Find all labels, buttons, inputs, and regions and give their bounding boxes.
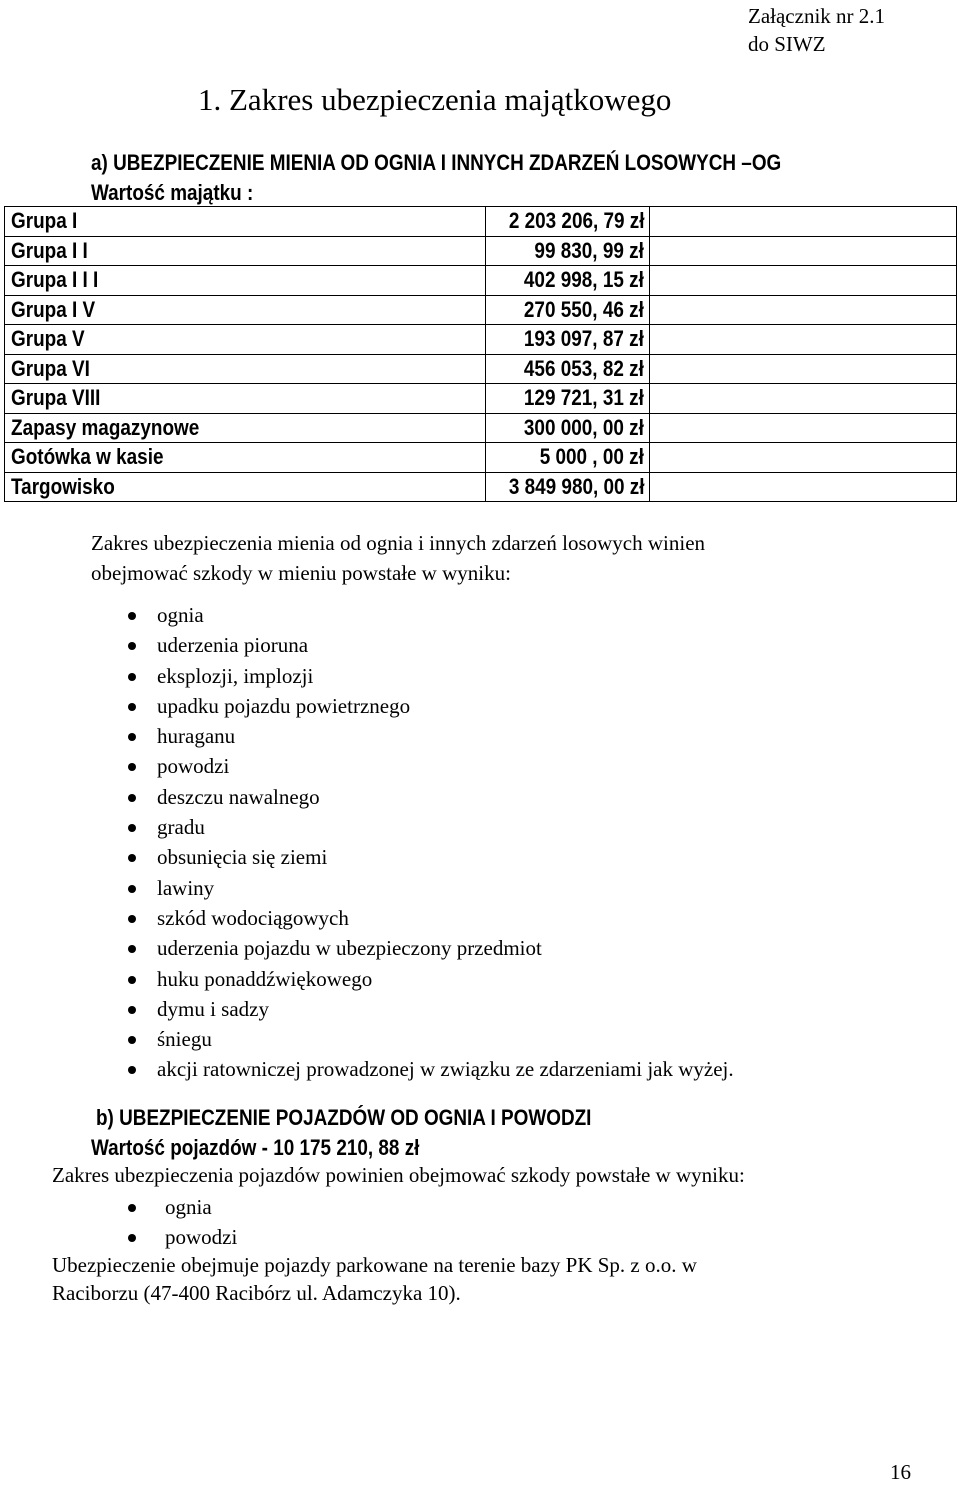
- property-value-label: Wartość majątku :: [91, 180, 254, 205]
- group-label: Gotówka w kasie: [11, 444, 164, 470]
- list-item: gradu: [128, 812, 734, 842]
- attachment-label: [748, 2, 885, 58]
- property-value-table: [4, 206, 957, 502]
- table-cell-empty: [650, 266, 957, 296]
- group-value: 129 721, 31 zł: [523, 385, 644, 411]
- page-title: 1. Zakres ubezpieczenia majątkowego: [198, 82, 672, 117]
- table-cell-label: [5, 266, 486, 296]
- group-value: 402 998, 15 zł: [523, 267, 644, 293]
- group-value: 99 830, 99 zł: [534, 237, 644, 263]
- section-a-intro-line-2: obejmować szkody w mieniu powstałe w wyniku:: [91, 561, 511, 585]
- table-row: [5, 207, 957, 237]
- list-item: lawiny: [128, 873, 734, 903]
- table-cell-label: [5, 472, 486, 502]
- table-cell-empty: [650, 472, 957, 502]
- group-label: Grupa VI: [11, 355, 90, 381]
- table-cell-label: [5, 443, 486, 473]
- section-b-intro: Zakres ubezpieczenia pojazdów powinien obejmować szkody powstałe w wyniku:: [52, 1163, 745, 1187]
- list-item: uderzenia pojazdu w ubezpieczony przedmiot: [128, 933, 734, 963]
- table-cell-value: [486, 207, 650, 237]
- list-item: eksplozji, implozji: [128, 661, 734, 691]
- group-label: Grupa V: [11, 326, 85, 352]
- list-item: powodzi: [128, 751, 734, 781]
- list-item: uderzenia pioruna: [128, 630, 734, 660]
- list-item: huku ponaddźwiękowego: [128, 964, 734, 994]
- table-cell-empty: [650, 207, 957, 237]
- table-cell-value: [486, 236, 650, 266]
- section-a-intro-line-1: Zakres ubezpieczenia mienia od ognia i innych zdarzeń losowych winien: [91, 531, 706, 555]
- table-cell-label: [5, 354, 486, 384]
- group-value: 2 203 206, 79 zł: [508, 208, 645, 234]
- table-cell-value: [486, 413, 650, 443]
- table-row: [5, 236, 957, 266]
- table-cell-value: [486, 384, 650, 414]
- group-label: Grupa VIII: [11, 385, 101, 411]
- table-cell-empty: [650, 413, 957, 443]
- vehicle-value-line: Wartość pojazdów - 10 175 210, 88 zł: [91, 1135, 420, 1160]
- group-label: Grupa I I I: [11, 267, 99, 293]
- table-row: [5, 325, 957, 355]
- section-a-heading: a) UBEZPIECZENIE MIENIA OD OGNIA I INNYCH ZDARZEŃ LOSOWYCH –OG: [91, 150, 782, 175]
- group-value: 5 000 , 00 zł: [539, 444, 644, 470]
- list-item: deszczu nawalnego: [128, 782, 734, 812]
- table-cell-label: [5, 413, 486, 443]
- group-label: Zapasy magazynowe: [11, 414, 200, 440]
- table-cell-empty: [650, 384, 957, 414]
- table-cell-empty: [650, 354, 957, 384]
- table-row: [5, 295, 957, 325]
- table-row: [5, 354, 957, 384]
- list-item: akcji ratowniczej prowadzonej w związku ze zdarzeniami jak wyżej.: [128, 1054, 734, 1084]
- list-item: dymu i sadzy: [128, 994, 734, 1024]
- group-label: Grupa I V: [11, 296, 96, 322]
- section-b-heading: b) UBEZPIECZENIE POJAZDÓW OD OGNIA I POWODZI: [96, 1105, 592, 1130]
- table-cell-value: [486, 295, 650, 325]
- table-cell-value: [486, 325, 650, 355]
- table-cell-value: [486, 266, 650, 296]
- table-cell-value: [486, 443, 650, 473]
- table-cell-empty: [650, 325, 957, 355]
- list-item: huraganu: [128, 721, 734, 751]
- table-cell-label: [5, 295, 486, 325]
- group-label: Targowisko: [11, 473, 115, 499]
- group-value: 3 849 980, 00 zł: [508, 473, 645, 499]
- group-label: Grupa I: [11, 208, 78, 234]
- table-cell-empty: [650, 443, 957, 473]
- group-value: 193 097, 87 zł: [523, 326, 644, 352]
- table-cell-label: [5, 325, 486, 355]
- table-row: [5, 443, 957, 473]
- attachment-line-2: do SIWZ: [748, 32, 826, 56]
- table-cell-empty: [650, 295, 957, 325]
- table-cell-label: [5, 236, 486, 266]
- table-cell-value: [486, 472, 650, 502]
- vehicle-risk-list: [128, 1192, 237, 1252]
- list-item: ognia: [128, 600, 734, 630]
- page-number: 16: [890, 1460, 911, 1484]
- table-cell-value: [486, 354, 650, 384]
- table-row: [5, 384, 957, 414]
- table-cell-label: [5, 384, 486, 414]
- section-b-note-line-2: Raciborzu (47-400 Racibórz ul. Adamczyka 10).: [52, 1281, 461, 1305]
- group-label: Grupa I I: [11, 237, 88, 263]
- list-item: powodzi: [128, 1222, 237, 1252]
- table-row: [5, 413, 957, 443]
- list-item: upadku pojazdu powietrznego: [128, 691, 734, 721]
- table-row: [5, 472, 957, 502]
- risk-list: [128, 600, 734, 1085]
- group-value: 456 053, 82 zł: [523, 355, 644, 381]
- attachment-line-1: Załącznik nr 2.1: [748, 4, 886, 28]
- section-b-note-line-1: Ubezpieczenie obejmuje pojazdy parkowane na terenie bazy PK Sp. z o.o. w: [52, 1253, 697, 1277]
- table-cell-label: [5, 207, 486, 237]
- list-item: ognia: [128, 1192, 237, 1222]
- group-value: 270 550, 46 zł: [523, 296, 644, 322]
- table-cell-empty: [650, 236, 957, 266]
- group-value: 300 000, 00 zł: [523, 414, 644, 440]
- list-item: obsunięcia się ziemi: [128, 842, 734, 872]
- table-row: [5, 266, 957, 296]
- list-item: szkód wodociągowych: [128, 903, 734, 933]
- list-item: śniegu: [128, 1024, 734, 1054]
